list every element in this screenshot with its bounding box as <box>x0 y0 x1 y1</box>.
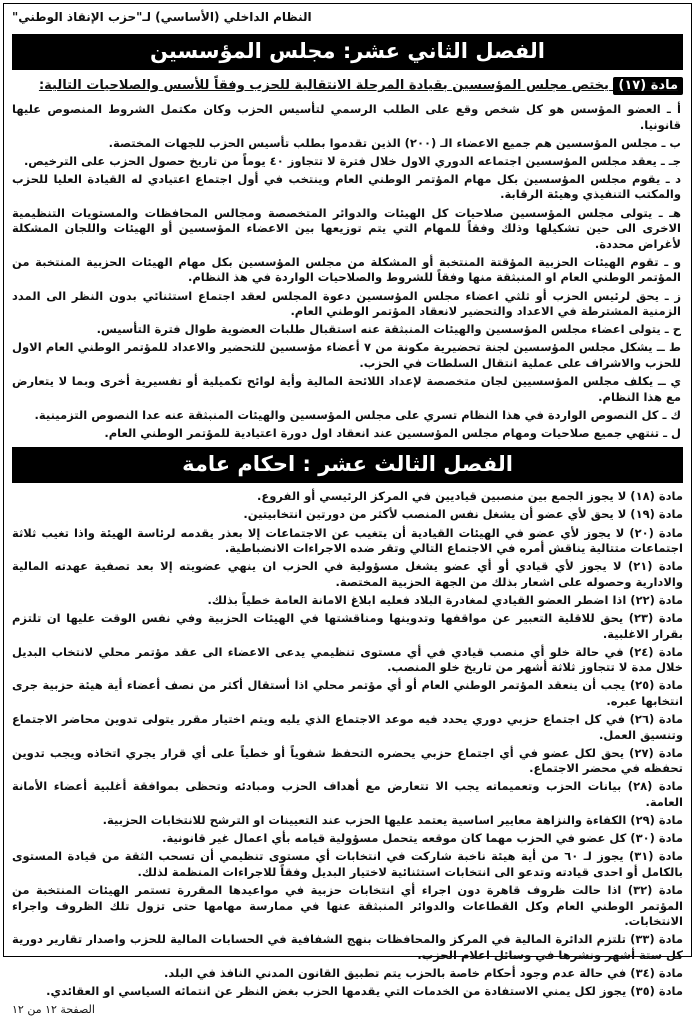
article-text: كل عضو في الحزب مهما كان موقعه يتحمل مسؤولية قيامه بأي اعمال غير قانونية. <box>162 831 627 846</box>
clause-marker: ب ـ <box>661 135 681 150</box>
clause-y <box>12 374 683 405</box>
clause-text: العضو المؤسس هو كل شخص وقع على الطلب الرسمي لتأسيس الحزب وكان مكتمل الشروط المنصوص عليها قانونيا. <box>12 102 681 132</box>
article-text: في حالة عدم وجود أحكام خاصة بالحزب يتم تطبيق القانون المدني النافذ في البلد. <box>164 966 627 980</box>
article-30 <box>12 831 683 847</box>
article-34 <box>12 966 683 982</box>
clause-text: تنتهي جميع صلاحيات ومهام مجلس المؤسسين عند انعقاد اول دورة اعتيادية للمؤتمر الوطني العام. <box>104 425 660 440</box>
article-text: يجب أن ينعقد المؤتمر الوطني العام أو أي مؤتمر محلي اذا أستقال أكثر من نصف أعضاء أية هيئة حزبية جرى انتخابها عبره. <box>12 678 683 708</box>
article-label: مادة (٣١) <box>628 849 684 864</box>
article-22 <box>12 593 683 609</box>
chapter-13-articles <box>12 489 683 999</box>
clause-j <box>12 154 683 170</box>
clause-marker: ل ـ <box>663 425 681 440</box>
clause-marker: ك ـ <box>662 407 681 422</box>
clause-z <box>12 289 683 320</box>
article-label: مادة (٢٩) <box>630 813 683 828</box>
article-label: مادة (٢٧) <box>629 745 683 760</box>
clause-marker: أ ـ <box>666 102 681 116</box>
clause-text: كل النصوص الواردة في هذا النظام تسري على مجلس المؤسسين والهيئات المنبثقة عنه عدا النصوص التزمينية. <box>34 407 659 422</box>
article-label: مادة (٢٠) <box>629 525 684 540</box>
article-27 <box>12 746 683 777</box>
article-19 <box>12 507 683 523</box>
article-17-label: مادة (١٧) <box>613 77 683 95</box>
article-18 <box>12 489 683 505</box>
article-text: لا يجوز لأي قيادي أو أي عضو يشغل مسؤولية في الحزب ان ينهي عضويته إلا بعد تصفية عهدته المالية والادارية وحصوله على اشعار بذلك من الجهة الحزبية المختصة. <box>12 559 683 589</box>
clause-text: مجلس المؤسسين هم جميع الاعضاء الـ (٢٠٠) الذين تقدموا بطلب تأسيس الحزب للجهات المختصة. <box>108 135 658 150</box>
article-label: مادة (١٨) <box>630 489 683 504</box>
article-35 <box>12 984 683 1000</box>
article-20 <box>12 526 683 557</box>
article-29 <box>12 813 683 829</box>
clause-text: يتولى مجلس المؤسسين صلاحيات كل الهيئات والدوائر المتخصصة ومجالس المحافظات والمستويات التنظيمية الاخرى الى حين تشكيلها وذلك وفقاً للمهام التي يتم توزيعها بين الاعضاء المؤسسين أو الهيئات واللجان المشكلة لأغراض محددة. <box>12 205 681 251</box>
article-label: مادة (٣٢) <box>627 883 683 898</box>
article-33 <box>12 932 683 963</box>
article-21 <box>12 559 683 590</box>
chapter-13-banner <box>12 447 683 483</box>
article-32 <box>12 883 683 930</box>
article-text: يجوز لكل يمني الاستفادة من الخدمات التي يقدمها الحزب بغض النظر عن انتمائه السياسي او العقائدي. <box>46 984 627 999</box>
article-text: اذا اضطر العضو القيادي لمغادرة البلاد فعليه ابلاغ الامانة العامة خطياً بذلك. <box>207 592 627 607</box>
article-text: لا يجوز الجمع بين منصبين قياديين في المركز الرئيسي أو الفروع. <box>257 489 627 504</box>
article-text: في كل اجتماع حزبي دوري يحدد فيه موعد الاجتماع الذي يليه ويتم اختيار مقرر يتولى تدوين محاضر الاجتماع وتنسيق العمل. <box>12 712 683 742</box>
article-label: مادة (٣٣) <box>630 932 683 947</box>
clause-t <box>12 340 683 371</box>
clause-marker: جـ ـ <box>660 153 681 168</box>
article-label: مادة (٢٨) <box>627 779 683 794</box>
clause-text: يشكل مجلس المؤسسين لجنة تحضيرية مكونة من ٧ أعضاء مؤسسين للتحضير والاعداد للمؤتمر الوطني العام الاول للحزب والاشراف على عملية انتقال السلطات في الحزب. <box>12 340 681 370</box>
article-label: مادة (١٩) <box>630 507 683 522</box>
article-31 <box>12 849 683 880</box>
clause-marker: و ـ <box>664 254 681 269</box>
page-frame <box>3 3 692 1016</box>
chapter-12-clauses <box>12 102 683 441</box>
article-text: تلتزم الدائرة المالية في المركز والمحافظات بنهج الشفافية في الحسابات المالية للحزب واصدار تقارير دورية كل ستة أشهر ونشرها في وسائل اعلام الحزب. <box>12 932 683 962</box>
clause-marker: ي ــ <box>657 374 681 388</box>
chapter-12-banner <box>12 34 683 70</box>
article-23 <box>12 611 683 642</box>
clause-text: يتولى اعضاء مجلس المؤسسين والهيئات المنبثقة عنه استقبال طلبات العضوية طوال فترة التأسيس. <box>96 322 661 337</box>
clause-hh <box>12 322 683 338</box>
article-17-text: يختص مجلس المؤسسين بقيادة المرحلة الانتقالية للحزب وفقاً للأسس والصلاحيات التالية: <box>38 78 609 93</box>
article-text: في حالة خلو أي منصب قيادي في أي مستوى تنظيمي يدعى الاعضاء الى عقد مؤتمر محلي لانتخاب البديل خلال مدة لا تتجاوز ثلاثة أشهر من تاريخ خلو المنصب. <box>12 644 683 675</box>
clause-text: يحق لرئيس الحزب أو ثلثي اعضاء مجلس المؤسسين دعوة المجلس لعقد اجتماع استثنائي بدون النظر الى المدد الزمنية المشترطة في الاعداد والتحضير لانعقاد المؤتمر الوطني العام. <box>12 288 681 319</box>
chapter-13-title: الفصل الثالث عشر : احكام عامة <box>182 452 513 477</box>
clause-h <box>12 206 683 253</box>
article-label: مادة (٣٤) <box>630 966 683 980</box>
article-25 <box>12 678 683 709</box>
clause-text: يعقد مجلس المؤسسين اجتماعه الدوري الاول خلال فترة لا تتجاوز ٤٠ يوماً من تاريخ حصول الحزب على الترخيص. <box>23 153 657 168</box>
article-text: يجوز لـ ٦٠ من أية هيئة ناخبة شاركت في انتخابات أي مستوى تنظيمي أن تسحب الثقة من قيادة المستوى بالكامل أو احدى قيادته وتدعو الى انتخابات استثنائية لاختيار البديل وفقاً للاجراءات المنظمة لذلك. <box>12 849 683 879</box>
document-header: النظام الداخلي (الأساسي) لـ"حزب الإنقاذ الوطني" <box>12 10 312 24</box>
article-text: اذا حالت ظروف قاهرة دون اجراء أي انتخابات حزبية في مواعيدها المقررة تستمر الهيئات المنتخبة من المؤتمر الوطني العام وكل القطاعات والدوائر المنبثقة عنها في ممارسة مهامها حتى تزول تلك الظروف واجراء الانتخابات. <box>12 883 683 929</box>
clause-a <box>12 102 683 133</box>
chapter-12-title: الفصل الثاني عشر: مجلس المؤسسين <box>150 39 545 63</box>
article-28 <box>12 779 683 810</box>
clause-marker: د ـ <box>665 171 681 186</box>
clause-text: تقوم الهيئات الحزبية المؤقتة المنتخبة أو المشكلة من مجلس المؤسسين بكل مهام الهيئات الحزبية المنتخبة من المؤتمر الوطني العام او المنبثقة منها وفقاً للشروط والصلاحيات الواردة في هذ النظام. <box>12 254 681 285</box>
clause-marker: ط ــ <box>656 340 681 355</box>
clause-l <box>12 426 683 442</box>
clause-d <box>12 172 683 203</box>
clause-marker: هـ ـ <box>658 205 681 220</box>
article-label: مادة (٢٣) <box>628 611 683 626</box>
article-label: مادة (٢٢) <box>630 592 683 607</box>
clause-text: يقوم مجلس المؤسسين بكل مهام المؤتمر الوطني العام وينتخب في أول اجتماع اعتيادي له القيادة العليا للحزب والمكتب التنفيذي وهيئة الرقابة. <box>12 171 681 202</box>
article-text: لا يحق لأي عضو أن يشغل نفس المنصب لأكثر من دورتين انتخابيتين. <box>243 507 627 522</box>
clause-marker: ز ـ <box>664 288 681 303</box>
clause-w <box>12 255 683 286</box>
article-text: يحق للاقلية التعبير عن مواقفها وتدوينها ومناقشتها في الهيئات الحزبية وفي نفس الوقت عليها ان تلتزم بقرار الاغلبية. <box>12 611 683 641</box>
article-text: لا يجوز لأي عضو في الهيئات القيادية أن يتغيب عن الاجتماعات إلا بعذر يقدمه لرئاسة الهيئة واذا تغيب ثلاثة اجتماعات متتالية يناقش أمره في الاجتماع التالي وتقر ضده الاجراءات الانضباطية. <box>12 525 683 556</box>
article-label: مادة (٢١) <box>627 559 683 574</box>
article-text: الكفاءة والنزاهة معايير اساسية يعتمد عليها الحزب عند التعيينات او الترشح للانتخابات الحزبية. <box>102 813 627 828</box>
article-label: مادة (٣٠) <box>630 831 683 846</box>
article-label: مادة (٢٥) <box>629 678 683 693</box>
article-26 <box>12 712 683 743</box>
clause-k <box>12 408 683 424</box>
article-24 <box>12 645 683 676</box>
clause-marker: ح ـ <box>664 322 681 337</box>
article-text: بيانات الحزب وتعميماته يجب الا تتعارض مع أهداف الحزب ومبادئه وتحظى بموافقة أغلبية أعضاء الأمانة العامة. <box>12 779 683 810</box>
clause-text: يكلف مجلس المؤسسيين لجان متخصصة لإعداد اللائحة المالية وأية لوائح تكميلية أو تفسيرية أخرى وبما لا يتعارض مع هذا النظام. <box>12 374 681 404</box>
page-number: الصفحة ١٢ من ١٢ <box>12 1002 95 1016</box>
article-label: مادة (٣٥) <box>630 984 683 999</box>
article-label: مادة (٢٤) <box>628 644 683 659</box>
article-text: يحق لكل عضو في أي اجتماع حزبي يحضره التحفظ شفوياً أو خطياً على أي قرار يجري اتخاذه ويجب تدوين تحفظه في محضر الاجتماع. <box>12 745 683 776</box>
article-17-paragraph <box>12 76 683 96</box>
article-label: مادة (٢٦) <box>629 712 683 727</box>
clause-b <box>12 136 683 152</box>
